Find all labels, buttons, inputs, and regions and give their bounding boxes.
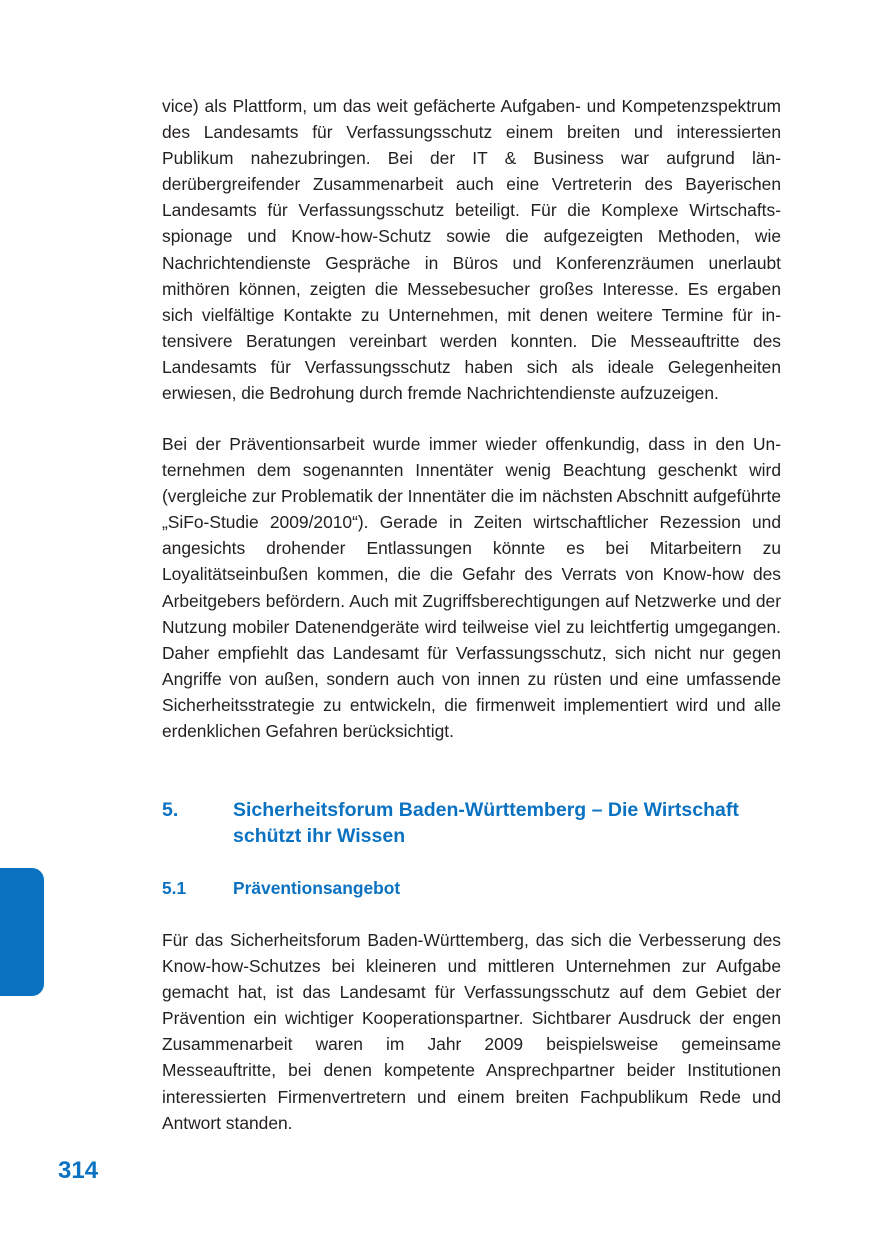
- section-heading: [162, 797, 802, 849]
- body-paragraph-1: [162, 93, 781, 406]
- subsection-title: Präventionsangebot: [233, 878, 401, 898]
- chapter-side-tab: [0, 868, 44, 996]
- subsection-heading: [162, 876, 802, 900]
- subsection-number: 5.1: [162, 878, 187, 898]
- section-number: 5.: [162, 799, 179, 821]
- body-paragraph-2: [162, 431, 781, 744]
- paragraph-text: Bei der Präventionsarbeit wurde immer wieder offenkundig, dass in den Unternehmen dem sogenannten Innentäter wenig Beachtung geschenkt wird (vergleiche zur Problematik der Innentäter die im nächsten Abschnitt aufgeführte „SiFo-Studie 2009/2010“). Gerade in Zeiten wirtschaftlicher Rezession und angesichts drohender Entlassungen könnte es bei Mitarbeitern zu Loyalitätseinbußen kommen, die die Gefahr des Verrats von Know-how des Arbeitgebers befördern. Auch mit Zugriffsberechtigungen auf Netzwerke und der Nutzung mobiler Datenendgeräte wird teilweise viel zu leichtfertig umgegangen. Daher empfiehlt das Landesamt für Verfassungsschutz, sich nicht nur gegen Angriffe von außen, sondern auch von innen zu rüsten und eine umfassende Sicherheitsstrategie zu entwickeln, die firmenweit implementiert wird und alle erdenklichen Gefahren berücksichtigt.: [162, 434, 781, 742]
- body-paragraph-3: [162, 927, 781, 1136]
- paragraph-text: Für das Sicherheitsforum Baden-Württemberg, das sich die Verbesserung des Know-how-Schutzes bei kleineren und mittleren Unternehmen zur Aufgabe gemacht hat, ist das Landesamt für Verfassungsschutz auf dem Gebiet der Prävention ein wichtiger Kooperationspartner. Sichtbarer Ausdruck der engen Zusammenarbeit waren im Jahr 2009 beispielsweise gemeinsame Messeauftritte, bei denen kompetente Ansprechpartner beider Institutionen interessierten Firmenvertretern und einem breiten Fachpublikum Rede und Antwort standen.: [162, 930, 781, 1133]
- page-number: 314: [58, 1157, 99, 1184]
- section-title: Sicherheitsforum Baden-Württemberg – Die Wirtschaft schützt ihr Wissen: [233, 799, 739, 847]
- paragraph-text: vice) als Plattform, um das weit gefächerte Aufgaben- und Kompetenzspektrum des Landesamts für Verfassungsschutz einem breiten und interessierten Publikum nahezubringen. Bei der IT & Business war aufgrund länderübergreifender Zusammenarbeit auch eine Vertreterin des Bayerischen Landesamts für Verfassungsschutz beteiligt. Für die Komplexe Wirtschaftsspionage und Know-how-Schutz sowie die aufgezeigten Methoden, wie Nachrichtendienste Gespräche in Büros und Konferenzräumen unerlaubt mithören können, zeigten die Messebesucher großes Interesse. Es ergaben sich vielfältige Kontakte zu Unternehmen, mit denen weitere Termine für intensivere Beratungen vereinbart werden konnten. Die Messeauftritte des Landesamts für Verfassungsschutz haben sich als ideale Gelegenheiten erwiesen, die Bedrohung durch fremde Nachrichtendienste aufzuzeigen.: [162, 96, 781, 404]
